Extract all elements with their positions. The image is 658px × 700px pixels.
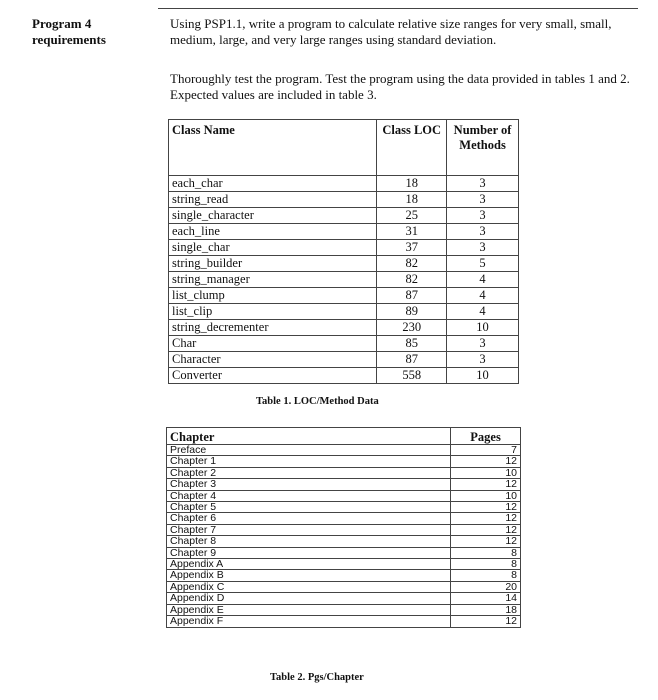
cell-pages: 10 — [451, 467, 521, 478]
cell-chapter: Appendix B — [167, 570, 451, 581]
cell-class-loc: 18 — [377, 192, 447, 208]
table-header-row — [169, 120, 519, 176]
cell-class-name: single_char — [169, 240, 377, 256]
cell-class-loc: 87 — [377, 352, 447, 368]
cell-class-loc: 85 — [377, 336, 447, 352]
cell-class-loc: 558 — [377, 368, 447, 384]
cell-pages: 12 — [451, 513, 521, 524]
section-label-line2: requirements — [32, 32, 106, 47]
section-label-line1: Program 4 — [32, 16, 92, 31]
cell-class-loc: 89 — [377, 304, 447, 320]
test-instructions-paragraph: Thoroughly test the program. Test the program using the data provided in tables 1 and 2. Expected values are included in table 3. — [170, 71, 630, 102]
table-row — [167, 524, 521, 535]
table-row — [167, 593, 521, 604]
cell-methods: 3 — [447, 240, 519, 256]
cell-class-name: Character — [169, 352, 377, 368]
cell-class-loc: 230 — [377, 320, 447, 336]
cell-pages: 12 — [451, 502, 521, 513]
cell-class-loc: 82 — [377, 272, 447, 288]
cell-methods: 3 — [447, 176, 519, 192]
cell-pages: 12 — [451, 479, 521, 490]
cell-class-name: Char — [169, 336, 377, 352]
cell-class-name: each_line — [169, 224, 377, 240]
cell-methods: 3 — [447, 352, 519, 368]
table-row — [169, 256, 519, 272]
cell-chapter: Chapter 6 — [167, 513, 451, 524]
cell-pages: 12 — [451, 616, 521, 627]
table-row — [167, 570, 521, 581]
cell-pages: 8 — [451, 547, 521, 558]
table-row — [167, 559, 521, 570]
table-row — [169, 192, 519, 208]
cell-methods: 4 — [447, 304, 519, 320]
cell-pages: 12 — [451, 524, 521, 535]
table-row — [167, 616, 521, 627]
cell-class-loc: 37 — [377, 240, 447, 256]
table1-caption: Table 1. LOC/Method Data — [256, 396, 379, 407]
cell-methods: 10 — [447, 368, 519, 384]
table-row — [169, 272, 519, 288]
cell-chapter: Chapter 1 — [167, 456, 451, 467]
table-row — [169, 176, 519, 192]
cell-class-name: Converter — [169, 368, 377, 384]
cell-pages: 12 — [451, 456, 521, 467]
cell-methods: 3 — [447, 224, 519, 240]
top-rule — [158, 8, 638, 9]
column-header-chapter: Chapter — [167, 428, 451, 445]
cell-chapter: Appendix E — [167, 604, 451, 615]
cell-methods: 5 — [447, 256, 519, 272]
table-row — [167, 536, 521, 547]
cell-pages: 18 — [451, 604, 521, 615]
table-row — [167, 490, 521, 501]
cell-chapter: Appendix F — [167, 616, 451, 627]
table-row — [167, 456, 521, 467]
table-row — [169, 336, 519, 352]
table-row — [167, 604, 521, 615]
cell-class-name: string_read — [169, 192, 377, 208]
cell-class-name: string_builder — [169, 256, 377, 272]
column-header-class-loc: Class LOC — [377, 120, 447, 176]
cell-pages: 20 — [451, 581, 521, 592]
cell-class-name: string_decrementer — [169, 320, 377, 336]
pages-chapter-table — [166, 427, 521, 628]
cell-chapter: Chapter 2 — [167, 467, 451, 478]
cell-methods: 4 — [447, 288, 519, 304]
cell-chapter: Preface — [167, 445, 451, 456]
cell-chapter: Appendix C — [167, 581, 451, 592]
table-row — [169, 368, 519, 384]
cell-methods: 10 — [447, 320, 519, 336]
table-row — [169, 320, 519, 336]
cell-pages: 8 — [451, 570, 521, 581]
table-row — [167, 467, 521, 478]
cell-pages: 14 — [451, 593, 521, 604]
cell-methods: 3 — [447, 336, 519, 352]
cell-chapter: Appendix A — [167, 559, 451, 570]
table-row — [167, 479, 521, 490]
table-row — [169, 304, 519, 320]
table-row — [167, 513, 521, 524]
loc-method-table — [168, 119, 519, 384]
table-row — [169, 224, 519, 240]
table-row — [167, 502, 521, 513]
table-row — [169, 208, 519, 224]
table2-caption: Table 2. Pgs/Chapter — [270, 672, 364, 683]
cell-class-name: string_manager — [169, 272, 377, 288]
cell-chapter: Chapter 5 — [167, 502, 451, 513]
table-row — [167, 445, 521, 456]
cell-pages: 12 — [451, 536, 521, 547]
cell-pages: 10 — [451, 490, 521, 501]
column-header-methods: Number of Methods — [447, 120, 519, 176]
cell-class-name: list_clump — [169, 288, 377, 304]
cell-chapter: Chapter 4 — [167, 490, 451, 501]
cell-class-name: single_character — [169, 208, 377, 224]
table-row — [169, 288, 519, 304]
cell-pages: 8 — [451, 559, 521, 570]
cell-class-name: list_clip — [169, 304, 377, 320]
cell-pages: 7 — [451, 445, 521, 456]
table-row — [167, 547, 521, 558]
cell-methods: 3 — [447, 208, 519, 224]
table-row — [167, 581, 521, 592]
table-header-row — [167, 428, 521, 445]
cell-methods: 4 — [447, 272, 519, 288]
column-header-pages: Pages — [451, 428, 521, 445]
cell-methods: 3 — [447, 192, 519, 208]
cell-class-loc: 31 — [377, 224, 447, 240]
section-label — [32, 16, 106, 48]
intro-paragraph: Using PSP1.1, write a program to calculate relative size ranges for very small, small, medium, large, and very large ranges using standard deviation. — [170, 16, 612, 47]
cell-class-loc: 87 — [377, 288, 447, 304]
cell-class-loc: 25 — [377, 208, 447, 224]
cell-chapter: Chapter 7 — [167, 524, 451, 535]
cell-chapter: Chapter 9 — [167, 547, 451, 558]
column-header-class-name: Class Name — [169, 120, 377, 176]
cell-chapter: Appendix D — [167, 593, 451, 604]
table-row — [169, 240, 519, 256]
cell-chapter: Chapter 3 — [167, 479, 451, 490]
cell-class-loc: 18 — [377, 176, 447, 192]
cell-class-loc: 82 — [377, 256, 447, 272]
cell-chapter: Chapter 8 — [167, 536, 451, 547]
table-row — [169, 352, 519, 368]
cell-class-name: each_char — [169, 176, 377, 192]
